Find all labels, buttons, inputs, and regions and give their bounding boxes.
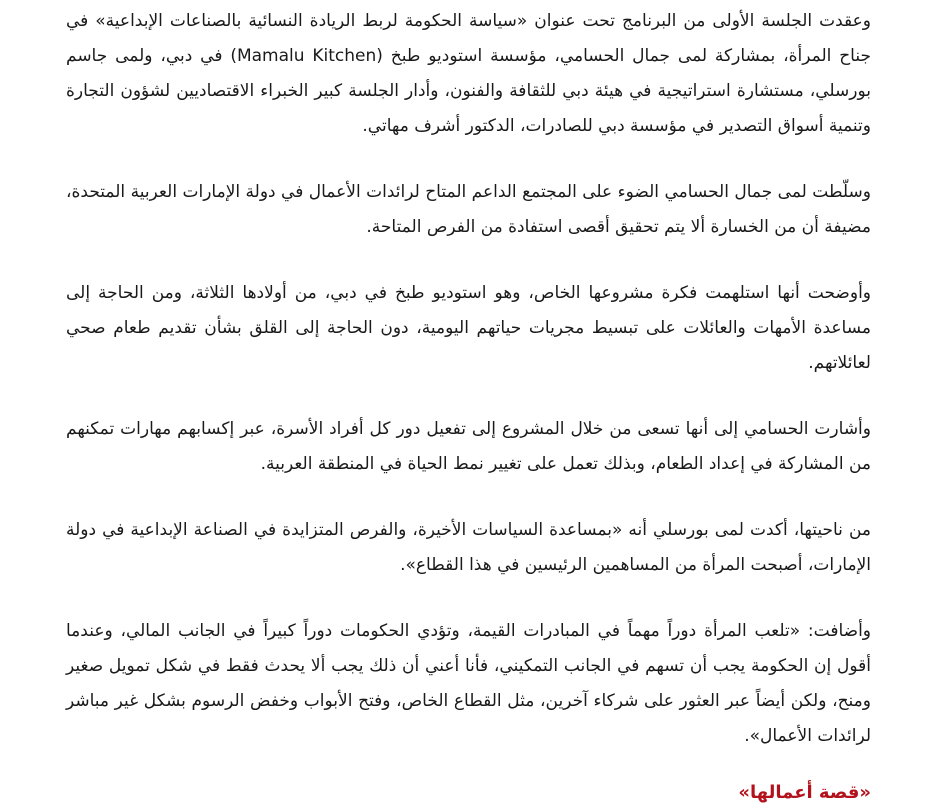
paragraph-3: وأوضحت أنها استلهمت فكرة مشروعها الخاص، وهو استوديو طبخ في دبي، من أولادها الثلاثة، ومن الحاجة إلى مساعدة الأمهات والعائلات على تبسيط مجريات حياتهم اليومية، دون الحاجة إلى القلق بشأن تقديم طعام صحي لعائلاتهم. xyxy=(66,283,871,373)
section-subheading: «قصة أعمالها» xyxy=(738,782,871,803)
article-body xyxy=(66,4,871,808)
paragraph-4: وأشارت الحسامي إلى أنها تسعى من خلال المشروع إلى تفعيل دور كل أفراد الأسرة، عبر إكسابهم مهارات تمكنهم من المشاركة في إعداد الطعام، وبذلك تعمل على تغيير نمط الحياة في المنطقة العربية. xyxy=(66,419,871,474)
paragraph-6: وأضافت: «تلعب المرأة دوراً مهماً في المبادرات القيمة، وتؤدي الحكومات دوراً كبيراً في الجانب المالي، وعندما أقول إن الحكومة يجب أن تسهم في الجانب التمكيني، فأنا أعني أن ذلك يجب ألا يحدث فقط في شكل تمويل صغير ومنح، ولكن أيضاً عبر العثور على شركاء آخرين، مثل القطاع الخاص، وفتح الأبواب وخفض الرسوم بشكل غير مباشر لرائدات الأعمال». xyxy=(66,621,871,746)
paragraph-5: من ناحيتها، أكدت لمى بورسلي أنه «بمساعدة السياسات الأخيرة، والفرص المتزايدة في الصناعة الإبداعية في دولة الإمارات، أصبحت المرأة من المساهمين الرئيسين في هذا القطاع». xyxy=(66,520,871,575)
paragraph-2: وسلّطت لمى جمال الحسامي الضوء على المجتمع الداعم المتاح لرائدات الأعمال في دولة الإمارات العربية المتحدة، مضيفة أن من الخسارة ألا يتم تحقيق أقصى استفادة من الفرص المتاحة. xyxy=(66,182,871,237)
paragraph-1: وعقدت الجلسة الأولى من البرنامج تحت عنوان «سياسة الحكومة لربط الريادة النسائية بالصناعات الإبداعية» في جناح المرأة، بمشاركة لمى جمال الحسامي، مؤسسة استوديو طبخ (Mamalu Kitchen) في دبي، ولمى جاسم بورسلي، مستشارة استراتيجية في هيئة دبي للثقافة والفنون، وأدار الجلسة كبير الخبراء الاقتصاديين لشؤون التجارة وتنمية أسواق التصدير في مؤسسة دبي للصادرات، الدكتور أشرف مهاتي. xyxy=(66,11,871,136)
